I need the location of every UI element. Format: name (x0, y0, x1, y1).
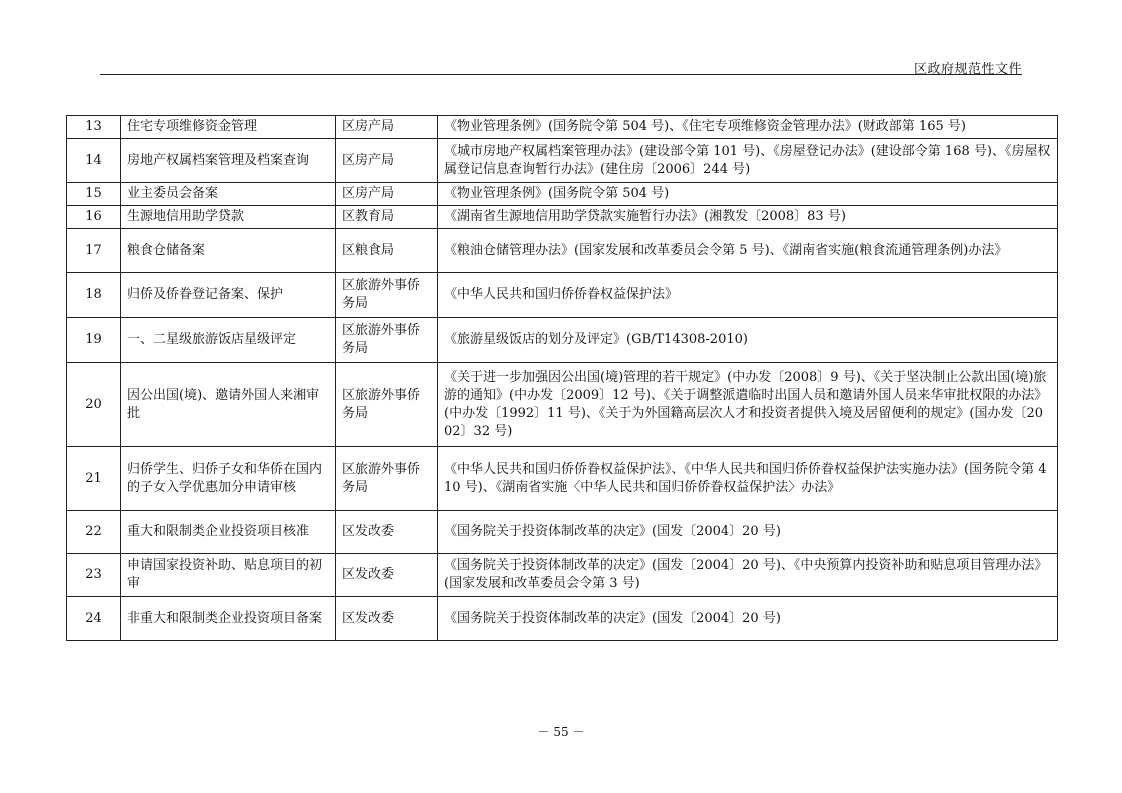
legal-basis: 《关于进一步加强因公出国(境)管理的若干规定》(中办发〔2008〕9 号)、《关于坚决制止公款出国(境)旅游的通知》(中办发〔2009〕12 号)、《关于调整派遣临时出国人员和邀请外国人员来华审批权限的办法》(中办发〔1992〕11 号)、《关于为外国籍高层次人才和投资者提供入境及居留便利的规定》(国办发〔2002〕32 号) (438, 363, 1058, 447)
department: 区房产局 (336, 139, 438, 183)
department: 区发改委 (336, 597, 438, 641)
item-name: 归侨学生、归侨子女和华侨在国内的子女入学优惠加分申请审核 (121, 447, 336, 511)
row-number: 24 (67, 597, 121, 641)
department: 区房产局 (336, 183, 438, 206)
legal-basis: 《物业管理条例》(国务院令第 504 号) (438, 183, 1058, 206)
table-row (67, 206, 1058, 229)
table-row (67, 183, 1058, 206)
department: 区教育局 (336, 206, 438, 229)
document-header-title: 区政府规范性文件 (913, 62, 1022, 77)
department: 区旅游外事侨务局 (336, 273, 438, 318)
table-row (67, 229, 1058, 273)
item-name: 一、二星级旅游饭店星级评定 (121, 318, 336, 363)
item-name: 归侨及侨眷登记备案、保护 (121, 273, 336, 318)
legal-basis: 《国务院关于投资体制改革的决定》(国发〔2004〕20 号)、《中央预算内投资补助和贴息项目管理办法》(国家发展和改革委员会令第 3 号) (438, 554, 1058, 597)
page-number: － 55 － (537, 725, 585, 739)
table-row (67, 447, 1058, 511)
legal-basis: 《国务院关于投资体制改革的决定》(国发〔2004〕20 号) (438, 597, 1058, 641)
legal-basis: 《旅游星级饭店的划分及评定》(GB/T14308-2010) (438, 318, 1058, 363)
table-row (67, 318, 1058, 363)
table-row (67, 116, 1058, 139)
department: 区发改委 (336, 511, 438, 554)
item-name: 房地产权属档案管理及档案查询 (121, 139, 336, 183)
department: 区发改委 (336, 554, 438, 597)
item-name: 生源地信用助学贷款 (121, 206, 336, 229)
department: 区粮食局 (336, 229, 438, 273)
service-items-table (66, 115, 1058, 641)
legal-basis: 《物业管理条例》(国务院令第 504 号)、《住宅专项维修资金管理办法》(财政部第 165 号) (438, 116, 1058, 139)
legal-basis: 《中华人民共和国归侨侨眷权益保护法》、《中华人民共和国归侨侨眷权益保护法实施办法》(国务院令第 410 号)、《湖南省实施〈中华人民共和国归侨侨眷权益保护法〉办法》 (438, 447, 1058, 511)
legal-basis: 《粮油仓储管理办法》(国家发展和改革委员会令第 5 号)、《湖南省实施(粮食流通管理条例)办法》 (438, 229, 1058, 273)
department: 区旅游外事侨务局 (336, 363, 438, 447)
table-row (67, 139, 1058, 183)
row-number: 22 (67, 511, 121, 554)
item-name: 粮食仓储备案 (121, 229, 336, 273)
row-number: 13 (67, 116, 121, 139)
item-name: 业主委员会备案 (121, 183, 336, 206)
row-number: 20 (67, 363, 121, 447)
row-number: 16 (67, 206, 121, 229)
legal-basis: 《国务院关于投资体制改革的决定》(国发〔2004〕20 号) (438, 511, 1058, 554)
row-number: 19 (67, 318, 121, 363)
department: 区旅游外事侨务局 (336, 318, 438, 363)
row-number: 18 (67, 273, 121, 318)
department: 区旅游外事侨务局 (336, 447, 438, 511)
row-number: 17 (67, 229, 121, 273)
table-row (67, 554, 1058, 597)
row-number: 21 (67, 447, 121, 511)
row-number: 23 (67, 554, 121, 597)
item-name: 住宅专项维修资金管理 (121, 116, 336, 139)
header-rule (100, 74, 1022, 75)
legal-basis: 《湖南省生源地信用助学贷款实施暂行办法》(湘教发〔2008〕83 号) (438, 206, 1058, 229)
row-number: 14 (67, 139, 121, 183)
legal-basis: 《中华人民共和国归侨侨眷权益保护法》 (438, 273, 1058, 318)
item-name: 非重大和限制类企业投资项目备案 (121, 597, 336, 641)
table-row (67, 511, 1058, 554)
item-name: 因公出国(境)、邀请外国人来湘审批 (121, 363, 336, 447)
legal-basis: 《城市房地产权属档案管理办法》(建设部令第 101 号)、《房屋登记办法》(建设部令第 168 号)、《房屋权属登记信息查询暂行办法》(建住房〔2006〕244 号) (438, 139, 1058, 183)
item-name: 申请国家投资补助、贴息项目的初审 (121, 554, 336, 597)
department: 区房产局 (336, 116, 438, 139)
table-row (67, 597, 1058, 641)
item-name: 重大和限制类企业投资项目核准 (121, 511, 336, 554)
row-number: 15 (67, 183, 121, 206)
table-row (67, 363, 1058, 447)
table-row (67, 273, 1058, 318)
